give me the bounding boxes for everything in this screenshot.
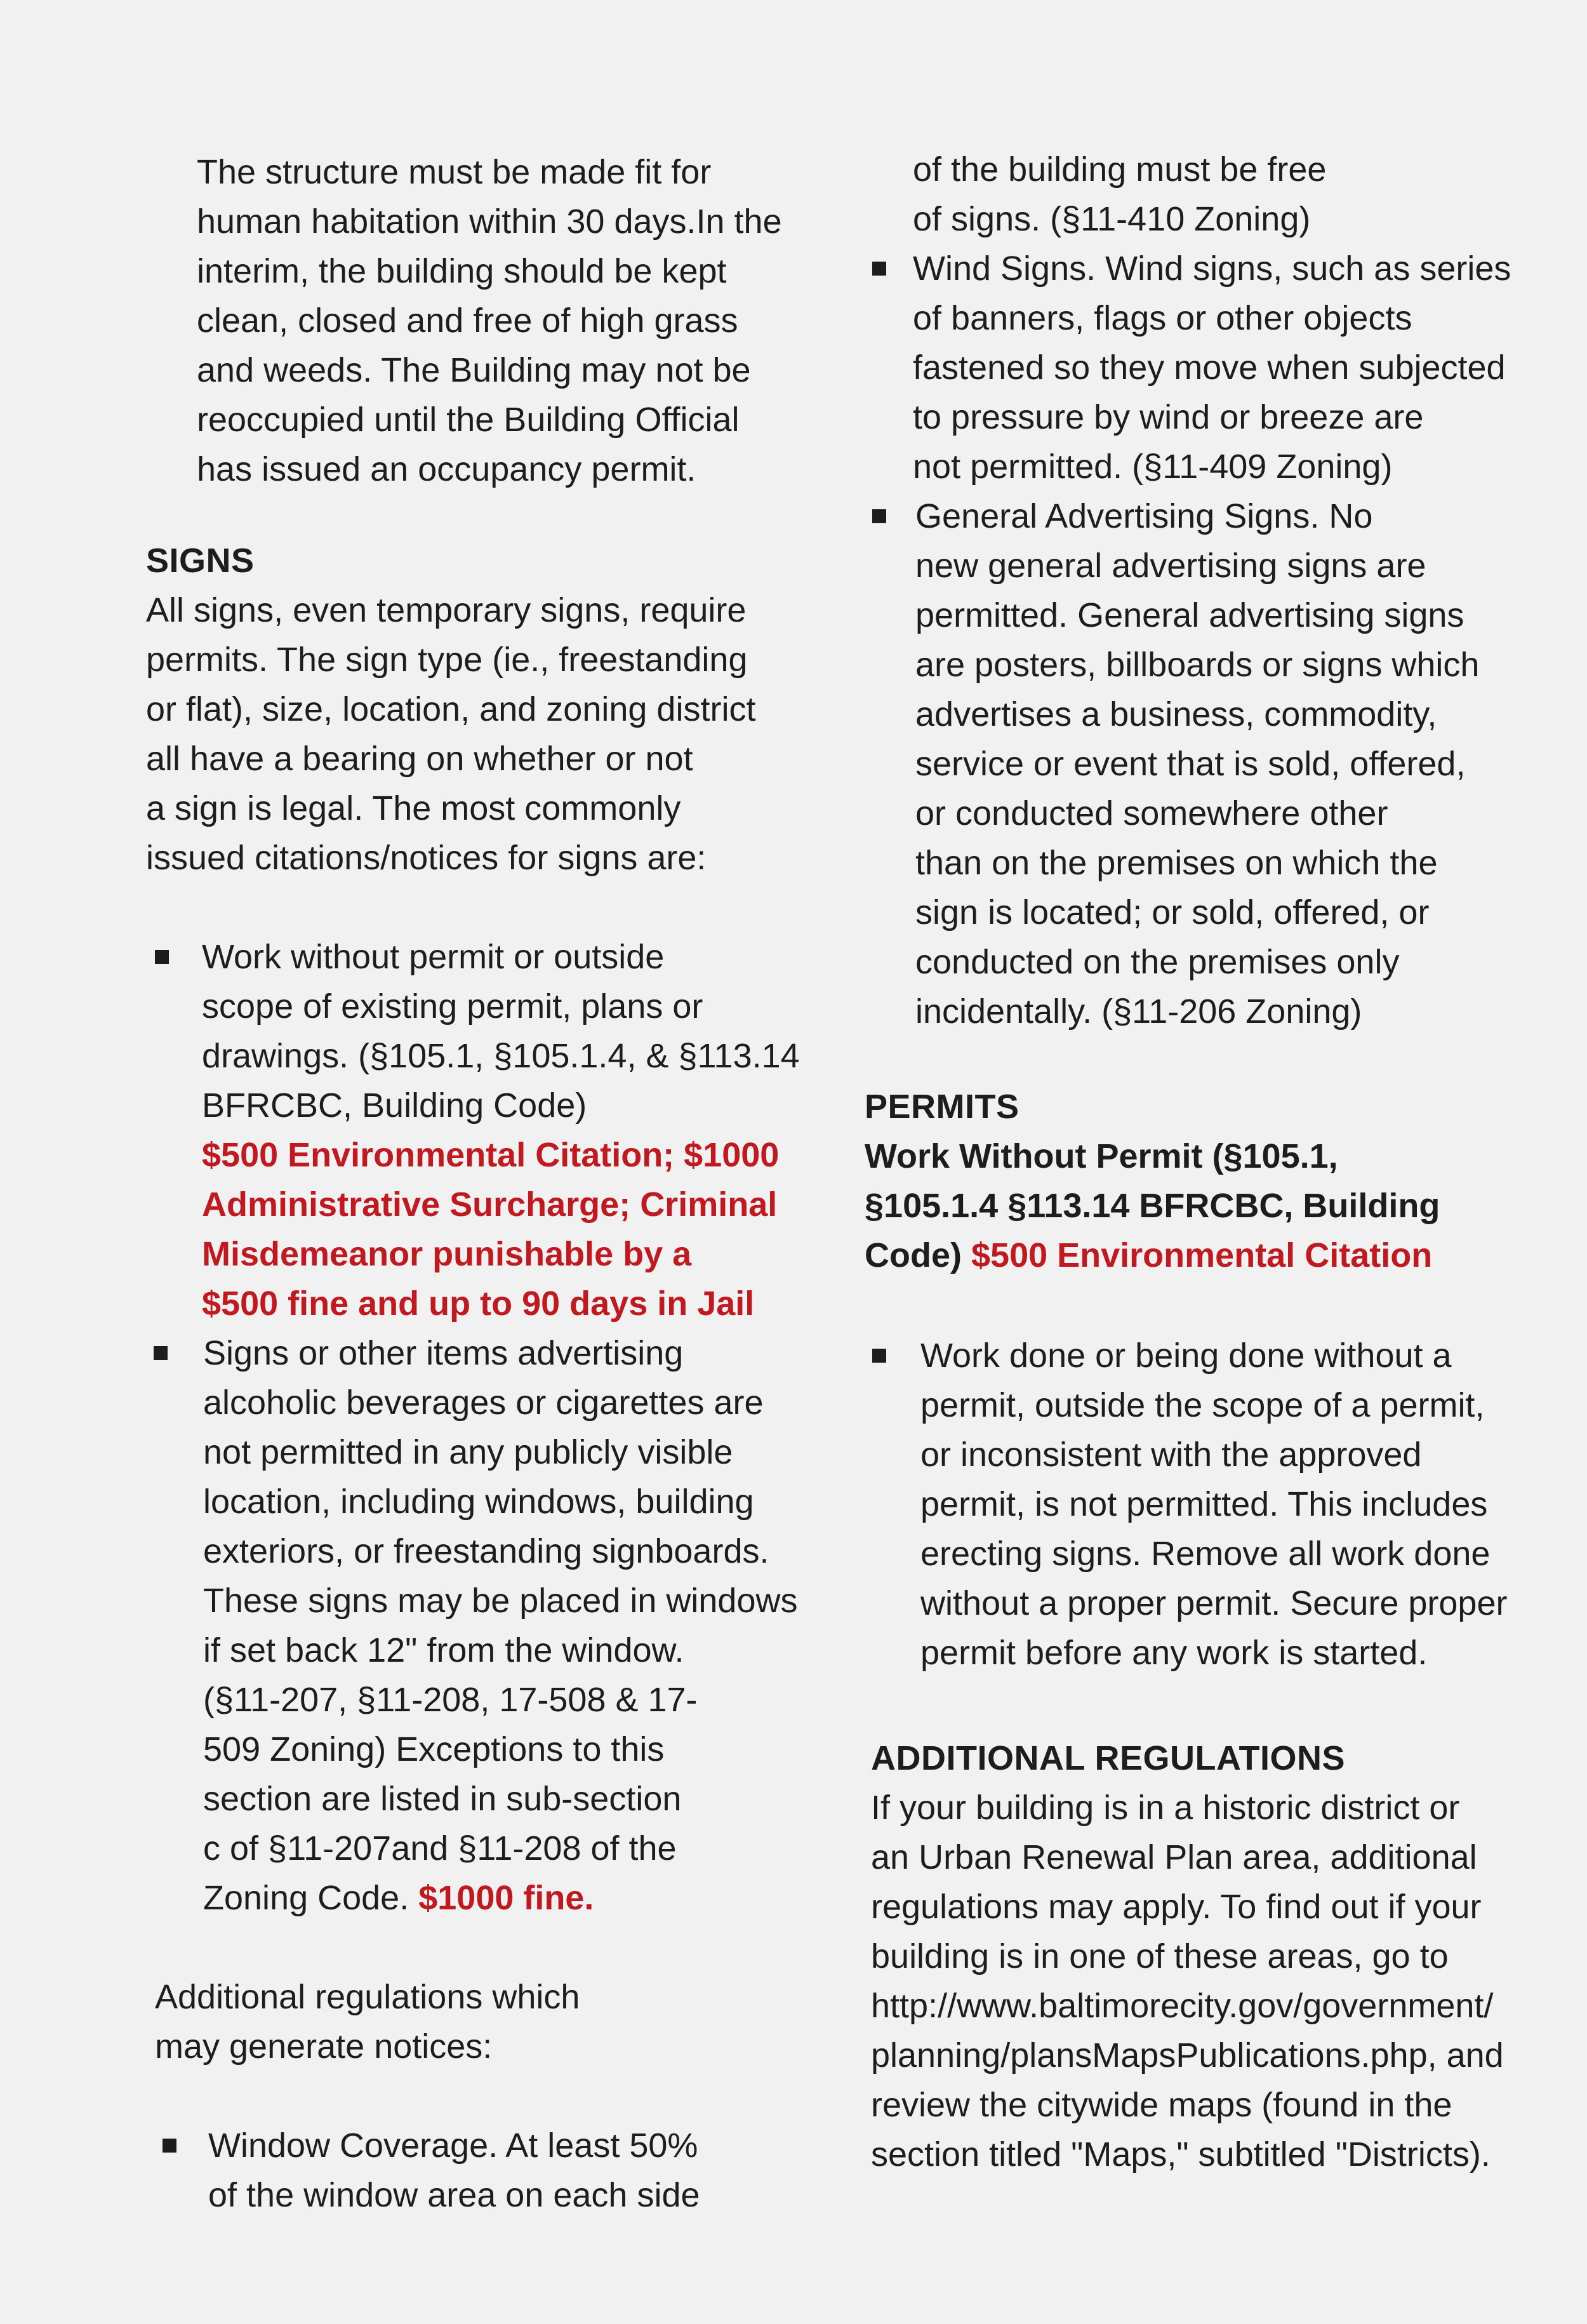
bullet-text: Window Coverage. At least 50% of the window area on each side <box>208 2127 700 2214</box>
permits-heading: PERMITS <box>865 1088 1019 1126</box>
bullet-window-coverage <box>155 2121 832 2220</box>
bullet-text: Work without permit or outside scope of existing permit, plans or drawings. (§105.1, §105.1.4, & §113.14 BFRCBC, Building Code) <box>202 938 800 1125</box>
left-column <box>146 147 832 2220</box>
signs-paragraph: All signs, even temporary signs, require permits. The sign type (ie., freestanding or flat), size, location, and zoning district all have a bearing on whether or not a sign is legal. The most commonly issued citations/notices for signs are: <box>146 591 756 877</box>
permits-penalty-text: $500 Environmental Citation <box>971 1236 1433 1274</box>
bullet-square-icon <box>872 509 886 523</box>
additional-regulations-intro: Additional regulations which may generate notices: <box>155 1978 580 2066</box>
bullet-square-icon <box>155 950 169 964</box>
bullet-general-advertising-signs <box>865 491 1550 1036</box>
bullet-text: Work done or being done without a permit, outside the scope of a permit, or inconsistent with the approved permit, is not permitted. This includes erecting signs. Remove all work done without a proper permit. Secure proper permit before any work is started. <box>920 1337 1508 1672</box>
bullet-text: Signs or other items advertising alcoholic beverages or cigarettes are not permitted in any publicly visible location, including windows, building exteriors, or freestanding signboards. These signs may be placed in windows if set back 12" from the window. (§11-207, §11-208, 17-508 & 17- 509 Zoning) Exceptions to this section are listed in sub-section c of §11-207and §11-208 of the Zoning Code. <box>203 1334 798 1917</box>
right-column <box>865 147 1550 2179</box>
bullet-work-done-without-permit <box>865 1331 1550 1678</box>
penalty-text: $500 Environmental Citation; $1000 Administrative Surcharge; Criminal Misdemeanor punishable by a $500 fine and up to 90 days in Jail <box>202 1136 780 1323</box>
additional-regulations-heading: ADDITIONAL REGULATIONS <box>871 1739 1345 1777</box>
intro-paragraph: The structure must be made fit for human habitation within 30 days.In the interim, the building should be kept clean, closed and free of high grass and weeds. The Building may not be reoccupied until the Building Official has issued an occupancy permit. <box>197 153 782 488</box>
penalty-text: $1000 fine. <box>418 1879 594 1917</box>
window-coverage-continuation: of the building must be free of signs. (§11-410 Zoning) <box>913 150 1327 238</box>
bullet-work-without-permit <box>147 932 832 1328</box>
additional-regulations-paragraph: If your building is in a historic district or an Urban Renewal Plan area, additional regulations may apply. To find out if your building is in one of these areas, go to http://www.baltimorecity.gov/government/ planning/plansMapsPublications.php, and review the citywide maps (found in the section titled "Maps," subtitled "Districts). <box>871 1789 1504 2174</box>
bullet-square-icon <box>154 1346 168 1360</box>
bullet-text: Wind Signs. Wind signs, such as series of banners, flags or other objects fastened so they move when subjected to pressure by wind or breeze are not permitted. (§11-409 Zoning) <box>913 250 1511 486</box>
bullet-alcohol-cigarette-signs <box>146 1328 832 1923</box>
bullet-square-icon <box>163 2139 176 2153</box>
bullet-wind-signs <box>865 244 1550 491</box>
bullet-square-icon <box>872 262 886 276</box>
permits-subheading <box>865 1132 1550 1280</box>
bullet-square-icon <box>872 1349 886 1363</box>
signs-heading: SIGNS <box>146 542 255 580</box>
permits-subheading-text: Work Without Permit (§105.1, §105.1.4 §113.14 BFRCBC, Building Code) <box>865 1137 1440 1274</box>
bullet-text: General Advertising Signs. No new general advertising signs are permitted. General advertising signs are posters, billboards or signs which advertises a business, commodity, service or event that is sold, offered, or conducted somewhere other than on the premises on which the sign is located; or sold, offered, or conducted on the premises only incidentally. (§11-206 Zoning) <box>915 497 1480 1031</box>
bullet-body <box>203 1328 832 1923</box>
